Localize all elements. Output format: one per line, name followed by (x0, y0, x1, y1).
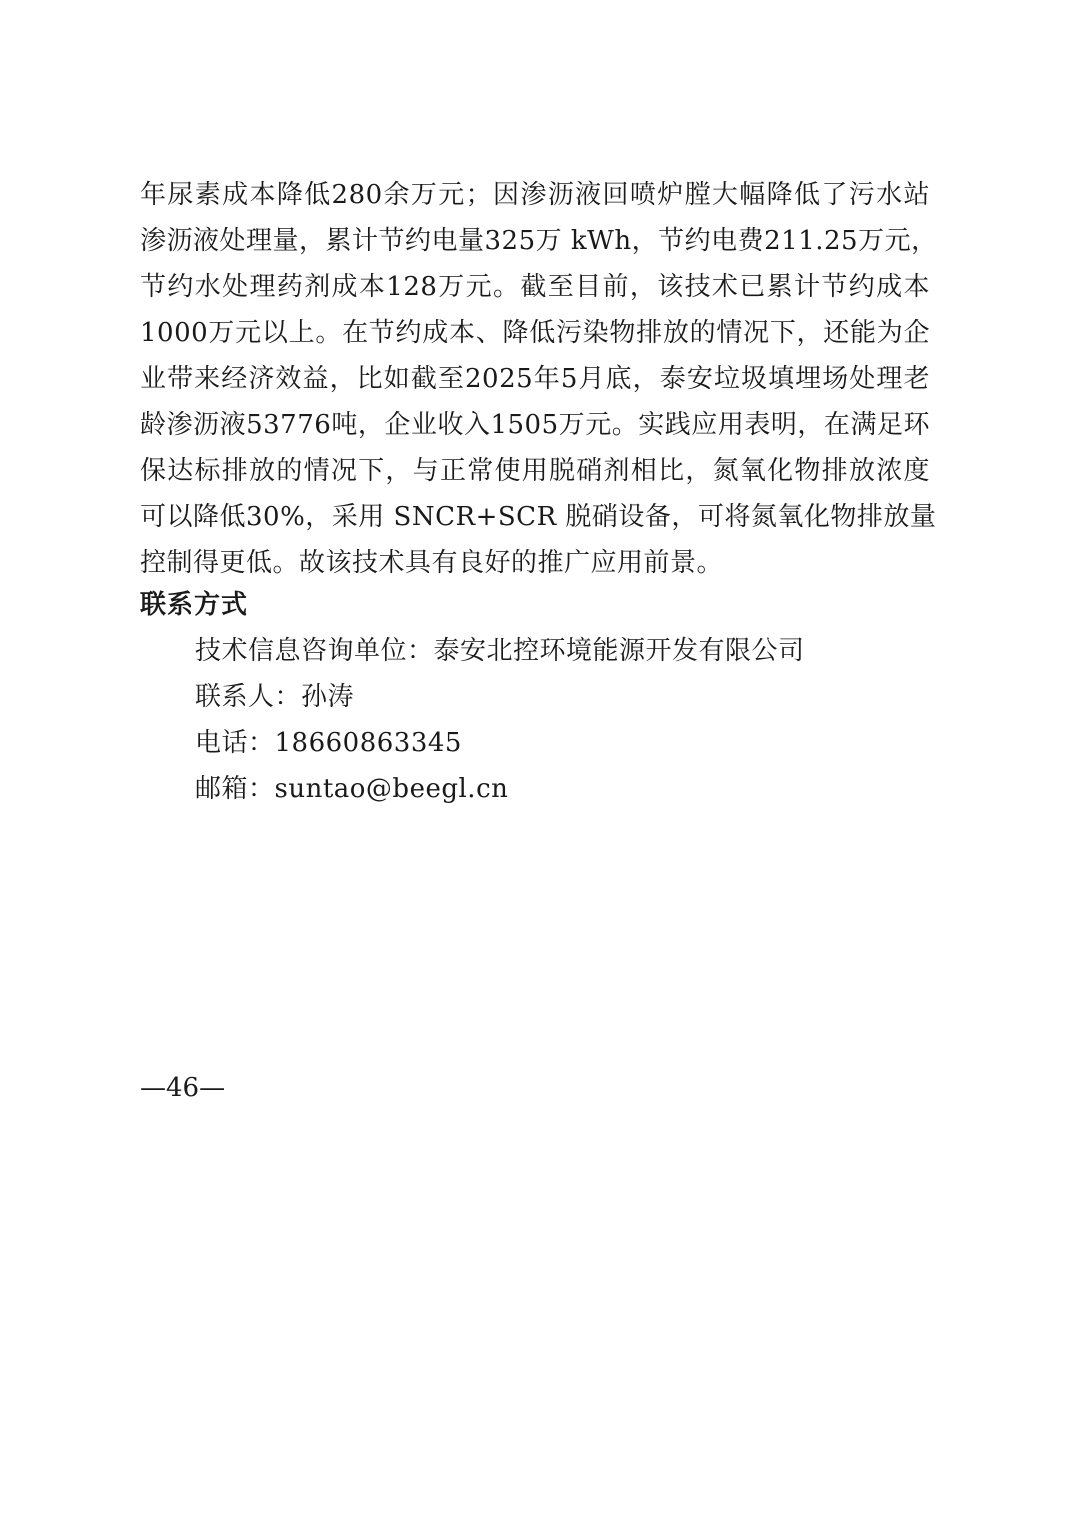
body-paragraph (140, 172, 938, 586)
contact-phone: 电话：18660863345 (195, 728, 462, 758)
paragraph-line: 控制得更低。故该技术具有良好的推广应用前景。 (140, 548, 724, 578)
paragraph-line: 可以降低30%，采用 SNCR+SCR 脱硝设备，可将氮氧化物排放量 (140, 502, 937, 532)
contact-email: 邮箱：suntao@beegl.cn (195, 774, 509, 804)
contact-heading: 联系方式 (140, 590, 249, 620)
contact-person: 联系人：孙涛 (195, 682, 355, 712)
paragraph-line: 保达标排放的情况下，与正常使用脱硝剂相比，氮氧化物排放浓度 (140, 456, 930, 486)
contact-organization: 技术信息咨询单位：泰安北控环境能源开发有限公司 (195, 636, 805, 666)
paragraph-line: 节约水处理药剂成本128万元。截至目前，该技术已累计节约成本 (140, 272, 930, 302)
contact-list (195, 628, 805, 812)
paragraph-line: 1000万元以上。在节约成本、降低污染物排放的情况下，还能为企 (140, 318, 930, 348)
paragraph-line: 龄渗沥液53776吨，企业收入1505万元。实践应用表明，在满足环 (140, 410, 930, 440)
paragraph-line: 年尿素成本降低280余万元；因渗沥液回喷炉膛大幅降低了污水站 (140, 180, 930, 210)
paragraph-line: 渗沥液处理量，累计节约电量325万 kWh，节约电费211.25万元， (140, 226, 938, 256)
paragraph-line: 业带来经济效益，比如截至2025年5月底，泰安垃圾填埋场处理老 (140, 364, 930, 394)
page-number: —46— (140, 1073, 226, 1103)
